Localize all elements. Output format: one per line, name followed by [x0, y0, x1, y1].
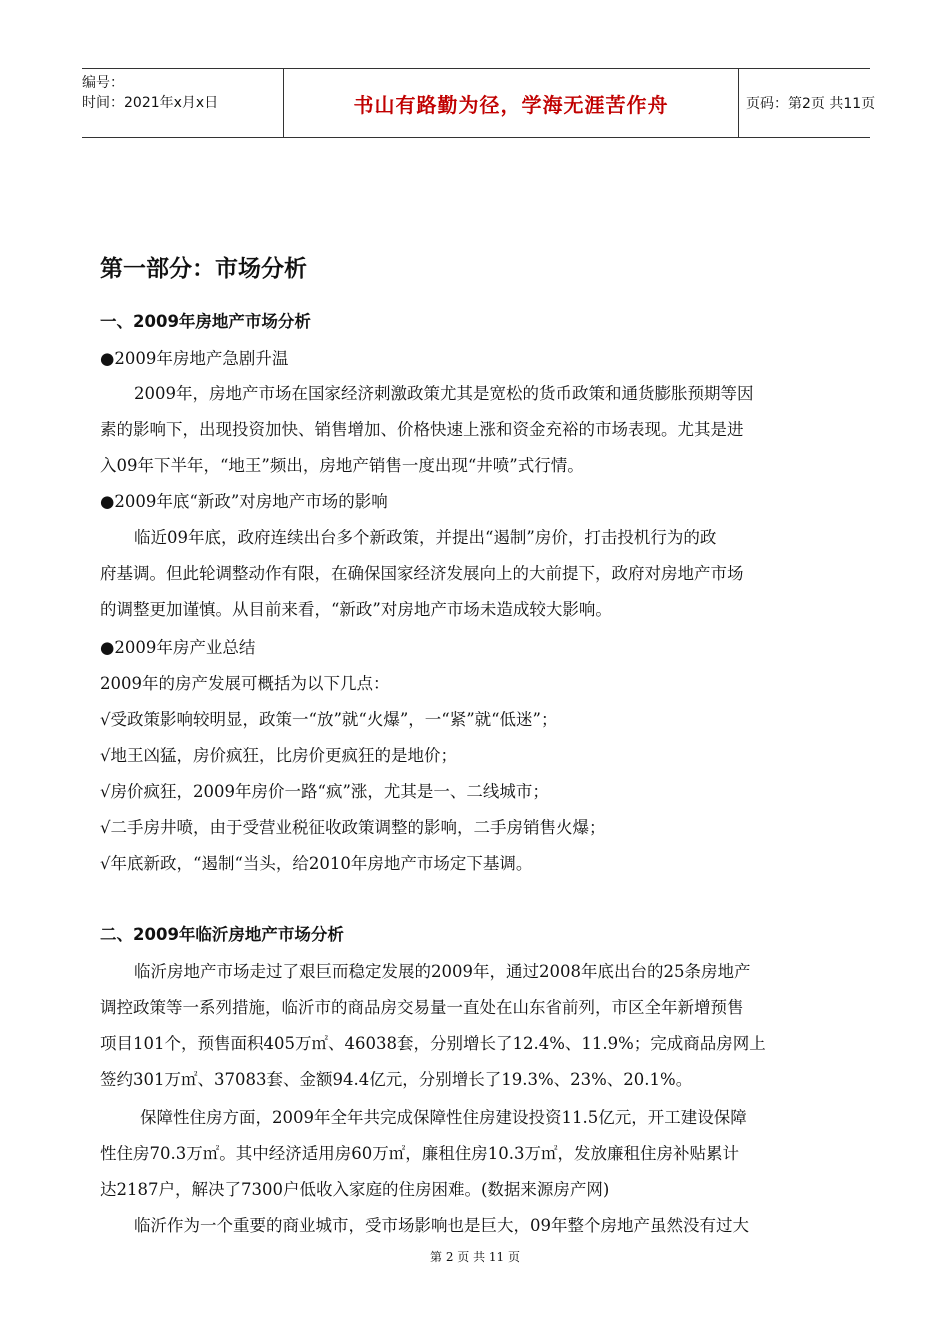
- check-item: √二手房井喷，由于受营业税征收政策调整的影响，二手房销售火爆；: [100, 818, 606, 837]
- paragraph-line: 签约301万㎡、37083套、金额94.4亿元，分别增长了19.3%、23%、20.1%。: [100, 1070, 693, 1089]
- paragraph-line: 2009年，房地产市场在国家经济刺激政策尤其是宽松的货币政策和通货膨胀预期等因: [134, 384, 754, 403]
- section1-heading: 一、2009年房地产市场分析: [100, 312, 311, 331]
- paragraph-line: 性住房70.3万㎡。其中经济适用房60万㎡，廉租住房10.3万㎡，发放廉租住房补贴累计: [100, 1144, 739, 1163]
- check-item: √受政策影响较明显，政策一“放”就“火爆”，一“紧”就“低迷”；: [100, 710, 558, 729]
- bullet-heading: ●2009年房地产急剧升温: [100, 349, 289, 368]
- paragraph-line: 府基调。但此轮调整动作有限，在确保国家经济发展向上的大前提下，政府对房地产市场: [100, 564, 744, 583]
- paragraph-line: 临近09年底，政府连续出台多个新政策，并提出“遏制”房价，打击投机行为的政: [134, 528, 717, 547]
- header-table: [82, 68, 876, 138]
- time-label: 时间：2021年x月x日: [82, 95, 219, 111]
- paragraph-line: 的调整更加谨慎。从目前来看，“新政”对房地产市场未造成较大影响。: [100, 600, 612, 619]
- bullet-heading: ●2009年房产业总结: [100, 638, 256, 657]
- paragraph-line: 入09年下半年，“地王”频出，房地产销售一度出现“井喷”式行情。: [100, 456, 584, 475]
- paragraph-line: 项目101个，预售面积405万㎡、46038套，分别增长了12.4%、11.9%；完成商品房网上: [100, 1034, 766, 1053]
- header-page-info: 页码：第2页 共11页: [746, 96, 876, 112]
- paragraph-line: 保障性住房方面，2009年全年共完成保障性住房建设投资11.5亿元，开工建设保障: [140, 1108, 747, 1127]
- check-item: √地王凶猛，房价疯狂，比房价更疯狂的是地价；: [100, 746, 458, 765]
- header-motto: 书山有路勤为径，学海无涯苦作舟: [283, 69, 739, 137]
- paragraph-line: 调控政策等一系列措施，临沂市的商品房交易量一直处在山东省前列，市区全年新增预售: [100, 998, 744, 1017]
- number-label: 编号：: [82, 75, 124, 91]
- header-meta: [82, 69, 282, 141]
- summary-intro: 2009年的房产发展可概括为以下几点：: [100, 674, 390, 693]
- page-footer: 第 2 页 共 11 页: [430, 1250, 520, 1264]
- paragraph-line: 素的影响下，出现投资加快、销售增加、价格快速上涨和资金充裕的市场表现。尤其是进: [100, 420, 744, 439]
- paragraph-line: 达2187户，解决了7300户低收入家庭的住房困难。(数据来源房产网): [100, 1180, 610, 1199]
- bullet-heading: ●2009年底“新政”对房地产市场的影响: [100, 492, 388, 511]
- section2-heading: 二、2009年临沂房地产市场分析: [100, 925, 344, 944]
- paragraph-line: 临沂房地产市场走过了艰巨而稳定发展的2009年，通过2008年底出台的25条房地产: [134, 962, 751, 981]
- paragraph-line: 临沂作为一个重要的商业城市，受市场影响也是巨大，09年整个房地产虽然没有过大: [134, 1216, 749, 1235]
- check-item: √房价疯狂，2009年房价一路“疯”涨，尤其是一、二线城市；: [100, 782, 549, 801]
- check-item: √年底新政，“遏制“当头，给2010年房地产市场定下基调。: [100, 854, 533, 873]
- page-title: 第一部分：市场分析: [100, 256, 307, 282]
